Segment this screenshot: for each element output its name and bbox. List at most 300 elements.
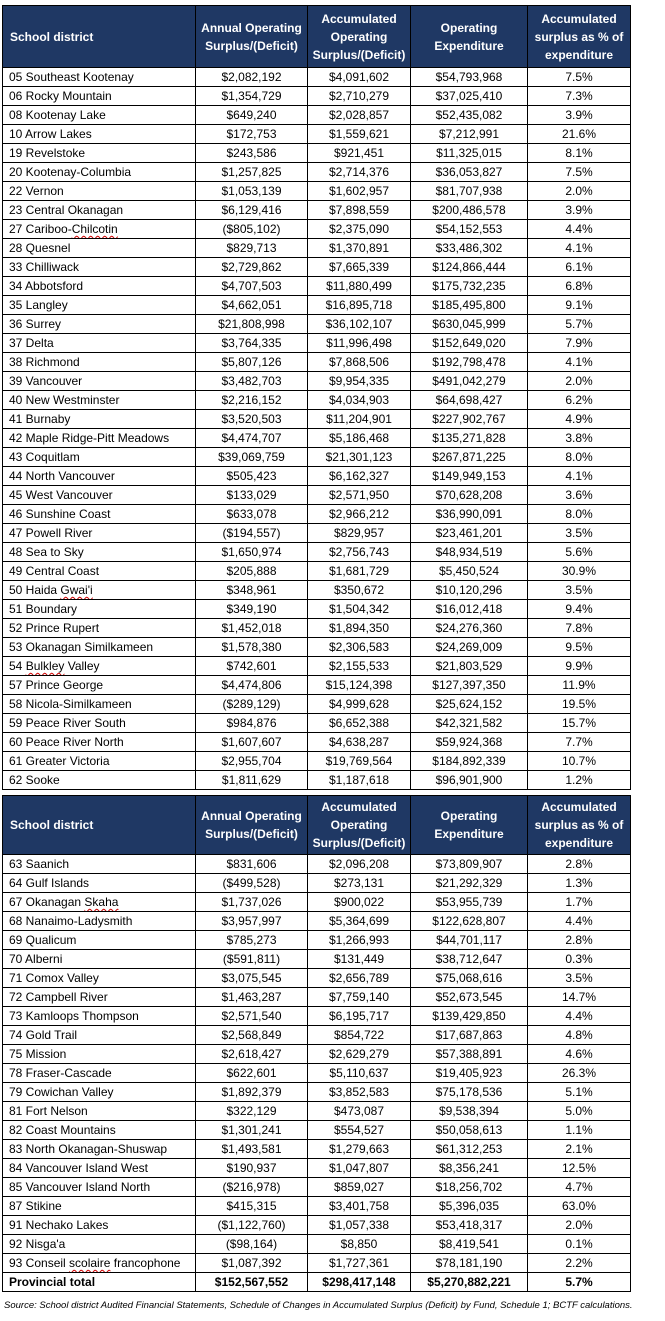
annual-surplus-cell: ($98,164) <box>196 1235 308 1254</box>
table-row <box>3 581 631 600</box>
header-school-district: School district <box>3 6 196 68</box>
operating-expenditure-cell: $61,312,253 <box>411 1140 528 1159</box>
table-row <box>3 144 631 163</box>
header-school-district: School district <box>3 796 196 855</box>
accumulated-surplus-cell: $16,895,718 <box>308 296 411 315</box>
district-name-cell: 57 Prince George <box>3 676 196 695</box>
accumulated-surplus-cell: $273,131 <box>308 874 411 893</box>
accumulated-surplus-cell: $350,672 <box>308 581 411 600</box>
district-name-cell: 47 Powell River <box>3 524 196 543</box>
district-name-cell: 85 Vancouver Island North <box>3 1178 196 1197</box>
operating-expenditure-cell: $227,902,767 <box>411 410 528 429</box>
accumulated-surplus-cell: $900,022 <box>308 893 411 912</box>
operating-expenditure-cell: $267,871,225 <box>411 448 528 467</box>
surplus-percent-cell: 6.1% <box>528 258 631 277</box>
annual-surplus-cell: $831,606 <box>196 855 308 874</box>
annual-surplus-cell: $622,601 <box>196 1064 308 1083</box>
district-name-cell: 05 Southeast Kootenay <box>3 68 196 87</box>
header-annual-surplus: Annual Operating Surplus/(Deficit) <box>196 796 308 855</box>
annual-surplus-cell: $243,586 <box>196 144 308 163</box>
surplus-percent-cell: 2.1% <box>528 1140 631 1159</box>
table-row <box>3 429 631 448</box>
annual-surplus-cell: $4,474,806 <box>196 676 308 695</box>
surplus-percent-cell: 4.1% <box>528 239 631 258</box>
annual-surplus-cell: $39,069,759 <box>196 448 308 467</box>
district-name-cell: 08 Kootenay Lake <box>3 106 196 125</box>
header-surplus-percent: Accumulated surplus as % of expenditure <box>528 796 631 855</box>
table-row <box>3 391 631 410</box>
table-row <box>3 220 631 239</box>
annual-surplus-cell: $2,568,849 <box>196 1026 308 1045</box>
table-row <box>3 855 631 874</box>
surplus-percent-cell: 7.5% <box>528 68 631 87</box>
accumulated-surplus-cell: $4,034,903 <box>308 391 411 410</box>
surplus-percent-cell: 4.9% <box>528 410 631 429</box>
table-row <box>3 1102 631 1121</box>
accumulated-surplus-cell: $2,714,376 <box>308 163 411 182</box>
surplus-percent-cell: 2.0% <box>528 182 631 201</box>
surplus-percent-cell: 1.7% <box>528 893 631 912</box>
accumulated-surplus-cell: $6,652,388 <box>308 714 411 733</box>
accumulated-surplus-cell: $9,954,335 <box>308 372 411 391</box>
table-row <box>3 562 631 581</box>
table-row <box>3 619 631 638</box>
operating-expenditure-cell: $70,628,208 <box>411 486 528 505</box>
operating-expenditure-cell: $38,712,647 <box>411 950 528 969</box>
district-name-cell: 68 Nanaimo-Ladysmith <box>3 912 196 931</box>
table-row <box>3 752 631 771</box>
total-accumulated-surplus-cell: $298,417,148 <box>308 1273 411 1292</box>
table-row <box>3 969 631 988</box>
district-name-cell: 59 Peace River South <box>3 714 196 733</box>
operating-expenditure-cell: $57,388,891 <box>411 1045 528 1064</box>
table-row <box>3 893 631 912</box>
surplus-percent-cell: 2.0% <box>528 1216 631 1235</box>
annual-surplus-cell: $415,315 <box>196 1197 308 1216</box>
accumulated-surplus-cell: $921,451 <box>308 144 411 163</box>
district-name-cell: 10 Arrow Lakes <box>3 125 196 144</box>
operating-expenditure-cell: $53,955,739 <box>411 893 528 912</box>
total-annual-surplus-cell: $152,567,552 <box>196 1273 308 1292</box>
annual-surplus-cell: ($216,978) <box>196 1178 308 1197</box>
table-row <box>3 239 631 258</box>
district-name-cell: 91 Nechako Lakes <box>3 1216 196 1235</box>
surplus-percent-cell: 14.7% <box>528 988 631 1007</box>
table-row <box>3 372 631 391</box>
annual-surplus-cell: $2,955,704 <box>196 752 308 771</box>
operating-expenditure-cell: $184,892,339 <box>411 752 528 771</box>
table-row <box>3 524 631 543</box>
district-name-cell: 62 Sooke <box>3 771 196 790</box>
table-row <box>3 676 631 695</box>
accumulated-surplus-cell: $1,727,361 <box>308 1254 411 1273</box>
annual-surplus-cell: $1,301,241 <box>196 1121 308 1140</box>
annual-surplus-cell: $1,053,139 <box>196 182 308 201</box>
source-note: Source: School district Audited Financial Statements, Schedule of Changes in Accumulated Surplus (Deficit) by Fund, Schedule 1; BCTF calculations. <box>4 1300 633 1311</box>
accumulated-surplus-cell: $5,186,468 <box>308 429 411 448</box>
district-name-cell: 87 Stikine <box>3 1197 196 1216</box>
surplus-percent-cell: 9.5% <box>528 638 631 657</box>
annual-surplus-cell: $322,129 <box>196 1102 308 1121</box>
operating-expenditure-cell: $9,538,394 <box>411 1102 528 1121</box>
accumulated-surplus-cell: $15,124,398 <box>308 676 411 695</box>
accumulated-surplus-cell: $1,681,729 <box>308 562 411 581</box>
district-name-cell: 51 Boundary <box>3 600 196 619</box>
surplus-percent-cell: 6.8% <box>528 277 631 296</box>
table-row <box>3 543 631 562</box>
annual-surplus-cell: ($289,129) <box>196 695 308 714</box>
accumulated-surplus-cell: $6,162,327 <box>308 467 411 486</box>
surplus-percent-cell: 15.7% <box>528 714 631 733</box>
surplus-table-part-2 <box>2 795 631 1292</box>
surplus-percent-cell: 4.7% <box>528 1178 631 1197</box>
district-name-cell: 71 Comox Valley <box>3 969 196 988</box>
accumulated-surplus-cell: $1,504,342 <box>308 600 411 619</box>
surplus-percent-cell: 4.4% <box>528 1007 631 1026</box>
surplus-percent-cell: 12.5% <box>528 1159 631 1178</box>
table-row <box>3 771 631 790</box>
table-row <box>3 1159 631 1178</box>
annual-surplus-cell: $829,713 <box>196 239 308 258</box>
district-name-cell: 48 Sea to Sky <box>3 543 196 562</box>
table-row <box>3 334 631 353</box>
district-name-cell: 92 Nisga'a <box>3 1235 196 1254</box>
header-annual-surplus: Annual Operating Surplus/(Deficit) <box>196 6 308 68</box>
district-name-cell: 27 Cariboo-Chilcotin <box>3 220 196 239</box>
table-row <box>3 931 631 950</box>
annual-surplus-cell: $133,029 <box>196 486 308 505</box>
district-name-cell: 52 Prince Rupert <box>3 619 196 638</box>
table-row <box>3 1178 631 1197</box>
annual-surplus-cell: $190,937 <box>196 1159 308 1178</box>
annual-surplus-cell: $1,892,379 <box>196 1083 308 1102</box>
surplus-percent-cell: 5.7% <box>528 315 631 334</box>
surplus-percent-cell: 4.6% <box>528 1045 631 1064</box>
district-name-cell: 50 Haida Gwai'i <box>3 581 196 600</box>
operating-expenditure-cell: $11,325,015 <box>411 144 528 163</box>
annual-surplus-cell: $2,729,862 <box>196 258 308 277</box>
annual-surplus-cell: $2,216,152 <box>196 391 308 410</box>
table-row <box>3 1007 631 1026</box>
operating-expenditure-cell: $135,271,828 <box>411 429 528 448</box>
operating-expenditure-cell: $18,256,702 <box>411 1178 528 1197</box>
provincial-total-row <box>3 1273 631 1292</box>
accumulated-surplus-cell: $1,370,891 <box>308 239 411 258</box>
operating-expenditure-cell: $127,397,350 <box>411 676 528 695</box>
annual-surplus-cell: $205,888 <box>196 562 308 581</box>
annual-surplus-cell: $4,662,051 <box>196 296 308 315</box>
district-name-cell: 40 New Westminster <box>3 391 196 410</box>
surplus-percent-cell: 7.7% <box>528 733 631 752</box>
operating-expenditure-cell: $8,356,241 <box>411 1159 528 1178</box>
annual-surplus-cell: $1,257,825 <box>196 163 308 182</box>
accumulated-surplus-cell: $1,559,621 <box>308 125 411 144</box>
surplus-percent-cell: 0.3% <box>528 950 631 969</box>
accumulated-surplus-cell: $11,880,499 <box>308 277 411 296</box>
operating-expenditure-cell: $73,809,907 <box>411 855 528 874</box>
surplus-percent-cell: 11.9% <box>528 676 631 695</box>
accumulated-surplus-cell: $1,894,350 <box>308 619 411 638</box>
district-name-cell: 34 Abbotsford <box>3 277 196 296</box>
surplus-percent-cell: 63.0% <box>528 1197 631 1216</box>
district-name-cell: 81 Fort Nelson <box>3 1102 196 1121</box>
operating-expenditure-cell: $630,045,999 <box>411 315 528 334</box>
surplus-percent-cell: 8.1% <box>528 144 631 163</box>
accumulated-surplus-cell: $554,527 <box>308 1121 411 1140</box>
operating-expenditure-cell: $24,276,360 <box>411 619 528 638</box>
surplus-percent-cell: 2.0% <box>528 372 631 391</box>
surplus-percent-cell: 7.8% <box>528 619 631 638</box>
operating-expenditure-cell: $36,053,827 <box>411 163 528 182</box>
table-row <box>3 695 631 714</box>
operating-expenditure-cell: $33,486,302 <box>411 239 528 258</box>
operating-expenditure-cell: $54,152,553 <box>411 220 528 239</box>
accumulated-surplus-cell: $859,027 <box>308 1178 411 1197</box>
operating-expenditure-cell: $50,058,613 <box>411 1121 528 1140</box>
district-name-cell: 72 Campbell River <box>3 988 196 1007</box>
annual-surplus-cell: $3,075,545 <box>196 969 308 988</box>
table-row <box>3 912 631 931</box>
district-name-cell: 36 Surrey <box>3 315 196 334</box>
operating-expenditure-cell: $78,181,190 <box>411 1254 528 1273</box>
accumulated-surplus-cell: $6,195,717 <box>308 1007 411 1026</box>
operating-expenditure-cell: $64,698,427 <box>411 391 528 410</box>
surplus-percent-cell: 21.6% <box>528 125 631 144</box>
surplus-percent-cell: 26.3% <box>528 1064 631 1083</box>
accumulated-surplus-cell: $1,047,807 <box>308 1159 411 1178</box>
district-name-cell: 53 Okanagan Similkameen <box>3 638 196 657</box>
annual-surplus-cell: $785,273 <box>196 931 308 950</box>
operating-expenditure-cell: $124,866,444 <box>411 258 528 277</box>
annual-surplus-cell: $1,452,018 <box>196 619 308 638</box>
accumulated-surplus-cell: $829,957 <box>308 524 411 543</box>
annual-surplus-cell: $2,618,427 <box>196 1045 308 1064</box>
accumulated-surplus-cell: $473,087 <box>308 1102 411 1121</box>
district-name-cell: 70 Alberni <box>3 950 196 969</box>
annual-surplus-cell: $1,811,629 <box>196 771 308 790</box>
district-name-cell: 44 North Vancouver <box>3 467 196 486</box>
table-row <box>3 1064 631 1083</box>
district-name-cell: 28 Quesnel <box>3 239 196 258</box>
district-name-cell: 63 Saanich <box>3 855 196 874</box>
annual-surplus-cell: $21,808,998 <box>196 315 308 334</box>
operating-expenditure-cell: $37,025,410 <box>411 87 528 106</box>
operating-expenditure-cell: $149,949,153 <box>411 467 528 486</box>
annual-surplus-cell: $3,482,703 <box>196 372 308 391</box>
annual-surplus-cell: $5,807,126 <box>196 353 308 372</box>
annual-surplus-cell: $1,493,581 <box>196 1140 308 1159</box>
surplus-percent-cell: 4.8% <box>528 1026 631 1045</box>
operating-expenditure-cell: $7,212,991 <box>411 125 528 144</box>
operating-expenditure-cell: $5,450,524 <box>411 562 528 581</box>
surplus-percent-cell: 5.0% <box>528 1102 631 1121</box>
annual-surplus-cell: $3,520,503 <box>196 410 308 429</box>
accumulated-surplus-cell: $2,375,090 <box>308 220 411 239</box>
table-row <box>3 1197 631 1216</box>
table-row <box>3 1140 631 1159</box>
surplus-percent-cell: 7.3% <box>528 87 631 106</box>
surplus-percent-cell: 3.5% <box>528 581 631 600</box>
district-name-cell: 20 Kootenay-Columbia <box>3 163 196 182</box>
accumulated-surplus-cell: $2,155,533 <box>308 657 411 676</box>
operating-expenditure-cell: $81,707,938 <box>411 182 528 201</box>
district-name-cell: 19 Revelstoke <box>3 144 196 163</box>
operating-expenditure-cell: $122,628,807 <box>411 912 528 931</box>
surplus-percent-cell: 9.4% <box>528 600 631 619</box>
annual-surplus-cell: $172,753 <box>196 125 308 144</box>
surplus-percent-cell: 3.6% <box>528 486 631 505</box>
surplus-percent-cell: 7.5% <box>528 163 631 182</box>
annual-surplus-cell: $1,607,607 <box>196 733 308 752</box>
accumulated-surplus-cell: $7,868,506 <box>308 353 411 372</box>
district-name-cell: 43 Coquitlam <box>3 448 196 467</box>
district-name-cell: 79 Cowichan Valley <box>3 1083 196 1102</box>
annual-surplus-cell: $6,129,416 <box>196 201 308 220</box>
surplus-percent-cell: 1.1% <box>528 1121 631 1140</box>
accumulated-surplus-cell: $7,898,559 <box>308 201 411 220</box>
table-row <box>3 87 631 106</box>
surplus-percent-cell: 4.4% <box>528 912 631 931</box>
annual-surplus-cell: $2,571,540 <box>196 1007 308 1026</box>
header-row <box>3 6 631 68</box>
accumulated-surplus-cell: $2,571,950 <box>308 486 411 505</box>
surplus-percent-cell: 4.1% <box>528 467 631 486</box>
operating-expenditure-cell: $175,732,235 <box>411 277 528 296</box>
annual-surplus-cell: $2,082,192 <box>196 68 308 87</box>
operating-expenditure-cell: $25,624,152 <box>411 695 528 714</box>
operating-expenditure-cell: $44,701,117 <box>411 931 528 950</box>
accumulated-surplus-cell: $2,306,583 <box>308 638 411 657</box>
district-name-cell: 84 Vancouver Island West <box>3 1159 196 1178</box>
annual-surplus-cell: $1,354,729 <box>196 87 308 106</box>
district-name-cell: 38 Richmond <box>3 353 196 372</box>
accumulated-surplus-cell: $11,204,901 <box>308 410 411 429</box>
operating-expenditure-cell: $139,429,850 <box>411 1007 528 1026</box>
surplus-percent-cell: 4.4% <box>528 220 631 239</box>
operating-expenditure-cell: $21,803,529 <box>411 657 528 676</box>
surplus-percent-cell: 2.8% <box>528 855 631 874</box>
accumulated-surplus-cell: $7,665,339 <box>308 258 411 277</box>
accumulated-surplus-cell: $19,769,564 <box>308 752 411 771</box>
annual-surplus-cell: $3,957,997 <box>196 912 308 931</box>
district-name-cell: 42 Maple Ridge-Pitt Meadows <box>3 429 196 448</box>
annual-surplus-cell: $1,087,392 <box>196 1254 308 1273</box>
table-row <box>3 486 631 505</box>
table-row <box>3 1121 631 1140</box>
accumulated-surplus-cell: $2,966,212 <box>308 505 411 524</box>
accumulated-surplus-cell: $3,401,758 <box>308 1197 411 1216</box>
district-name-cell: 39 Vancouver <box>3 372 196 391</box>
operating-expenditure-cell: $185,495,800 <box>411 296 528 315</box>
table-row <box>3 467 631 486</box>
operating-expenditure-cell: $16,012,418 <box>411 600 528 619</box>
surplus-percent-cell: 6.2% <box>528 391 631 410</box>
operating-expenditure-cell: $36,990,091 <box>411 505 528 524</box>
annual-surplus-cell: ($1,122,760) <box>196 1216 308 1235</box>
table-row <box>3 277 631 296</box>
table-row <box>3 296 631 315</box>
operating-expenditure-cell: $10,120,296 <box>411 581 528 600</box>
accumulated-surplus-cell: $1,602,957 <box>308 182 411 201</box>
district-name-cell: 83 North Okanagan-Shuswap <box>3 1140 196 1159</box>
annual-surplus-cell: $1,737,026 <box>196 893 308 912</box>
surplus-table-part-1 <box>2 5 631 790</box>
annual-surplus-cell: $4,707,503 <box>196 277 308 296</box>
district-name-cell: 61 Greater Victoria <box>3 752 196 771</box>
table-row <box>3 163 631 182</box>
header-operating-expenditure: Operating Expenditure <box>411 6 528 68</box>
table-row <box>3 874 631 893</box>
annual-surplus-cell: $4,474,707 <box>196 429 308 448</box>
total-district-name-cell: Provincial total <box>3 1273 196 1292</box>
district-name-cell: 75 Mission <box>3 1045 196 1064</box>
annual-surplus-cell: $649,240 <box>196 106 308 125</box>
surplus-percent-cell: 30.9% <box>528 562 631 581</box>
total-operating-expenditure-cell: $5,270,882,221 <box>411 1273 528 1292</box>
table-row <box>3 448 631 467</box>
annual-surplus-cell: ($805,102) <box>196 220 308 239</box>
surplus-percent-cell: 8.0% <box>528 505 631 524</box>
surplus-percent-cell: 3.9% <box>528 106 631 125</box>
table-row <box>3 1083 631 1102</box>
operating-expenditure-cell: $152,649,020 <box>411 334 528 353</box>
table-row <box>3 182 631 201</box>
annual-surplus-cell: $1,463,287 <box>196 988 308 1007</box>
accumulated-surplus-cell: $8,850 <box>308 1235 411 1254</box>
annual-surplus-cell: $505,423 <box>196 467 308 486</box>
operating-expenditure-cell: $8,419,541 <box>411 1235 528 1254</box>
accumulated-surplus-cell: $1,279,663 <box>308 1140 411 1159</box>
surplus-percent-cell: 5.6% <box>528 543 631 562</box>
surplus-percent-cell: 3.9% <box>528 201 631 220</box>
surplus-percent-cell: 3.5% <box>528 969 631 988</box>
accumulated-surplus-cell: $2,629,279 <box>308 1045 411 1064</box>
accumulated-surplus-cell: $1,266,993 <box>308 931 411 950</box>
header-accumulated-surplus: Accumulated Operating Surplus/(Deficit) <box>308 6 411 68</box>
annual-surplus-cell: $349,190 <box>196 600 308 619</box>
operating-expenditure-cell: $52,673,545 <box>411 988 528 1007</box>
table-row <box>3 988 631 1007</box>
accumulated-surplus-cell: $2,028,857 <box>308 106 411 125</box>
operating-expenditure-cell: $17,687,863 <box>411 1026 528 1045</box>
operating-expenditure-cell: $24,269,009 <box>411 638 528 657</box>
district-name-cell: 49 Central Coast <box>3 562 196 581</box>
table-row <box>3 638 631 657</box>
annual-surplus-cell: ($591,811) <box>196 950 308 969</box>
surplus-percent-cell: 2.2% <box>528 1254 631 1273</box>
table-row <box>3 1254 631 1273</box>
header-accumulated-surplus: Accumulated Operating Surplus/(Deficit) <box>308 796 411 855</box>
table-row <box>3 1235 631 1254</box>
table-row <box>3 125 631 144</box>
district-name-cell: 69 Qualicum <box>3 931 196 950</box>
district-name-cell: 46 Sunshine Coast <box>3 505 196 524</box>
table-row <box>3 106 631 125</box>
accumulated-surplus-cell: $4,638,287 <box>308 733 411 752</box>
district-name-cell: 73 Kamloops Thompson <box>3 1007 196 1026</box>
accumulated-surplus-cell: $5,110,637 <box>308 1064 411 1083</box>
operating-expenditure-cell: $42,321,582 <box>411 714 528 733</box>
accumulated-surplus-cell: $7,759,140 <box>308 988 411 1007</box>
accumulated-surplus-cell: $854,722 <box>308 1026 411 1045</box>
surplus-percent-cell: 4.1% <box>528 353 631 372</box>
accumulated-surplus-cell: $2,756,743 <box>308 543 411 562</box>
accumulated-surplus-cell: $1,057,338 <box>308 1216 411 1235</box>
operating-expenditure-cell: $48,934,519 <box>411 543 528 562</box>
district-name-cell: 22 Vernon <box>3 182 196 201</box>
table-row <box>3 1026 631 1045</box>
accumulated-surplus-cell: $5,364,699 <box>308 912 411 931</box>
